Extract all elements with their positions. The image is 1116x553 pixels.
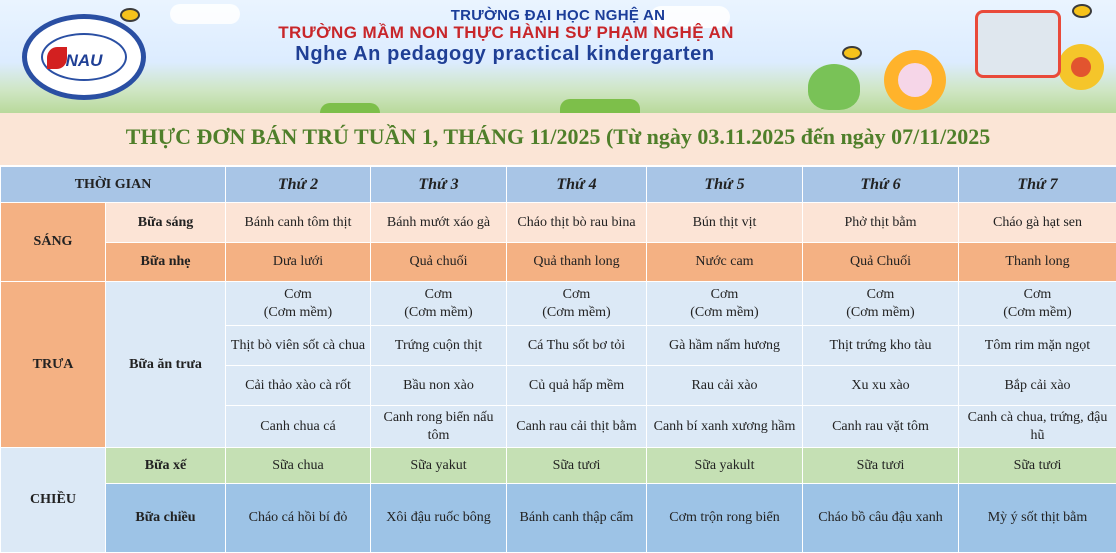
menu-cell: Cháo bồ câu đậu xanh (803, 484, 959, 553)
day-header: Thứ 5 (647, 167, 803, 203)
meal-label: Bữa chiều (106, 484, 226, 553)
lunch-rice-row (1, 282, 1116, 326)
menu-cell: Canh rau cải thịt bằm (507, 406, 647, 448)
menu-cell: Thịt bò viên sốt cà chua (226, 326, 371, 366)
school-name: TRƯỜNG MẦM NON THỰC HÀNH SƯ PHẠM NGHỆ AN (0, 23, 1012, 43)
breakfast-row (1, 203, 1116, 243)
menu-cell: Xu xu xào (803, 366, 959, 406)
menu-cell: Cá Thu sốt bơ tỏi (507, 326, 647, 366)
logo-text: NAU (27, 51, 141, 71)
menu-cell: Cháo gà hạt sen (959, 203, 1116, 243)
soft-rice-text: (Cơm mềm) (961, 304, 1114, 322)
day-header: Thứ 2 (226, 167, 371, 203)
day-header: Thứ 6 (803, 167, 959, 203)
menu-cell (507, 282, 647, 326)
day-header: Thứ 4 (507, 167, 647, 203)
meal-label: Bữa sáng (106, 203, 226, 243)
menu-cell: Cải thảo xào cà rốt (226, 366, 371, 406)
menu-cell: Quả thanh long (507, 243, 647, 282)
rice-text: Cơm (373, 286, 504, 304)
soft-rice-text: (Cơm mềm) (373, 304, 504, 322)
menu-cell: Canh chua cá (226, 406, 371, 448)
flower-illustration (1058, 44, 1104, 90)
menu-cell: Sữa yakut (371, 448, 507, 484)
menu-cell: Phở thịt bằm (803, 203, 959, 243)
menu-cell: Cơm trộn rong biển (647, 484, 803, 553)
menu-cell: Bún thịt vịt (647, 203, 803, 243)
section-label-noon: TRƯA (1, 282, 106, 448)
soft-rice-text: (Cơm mềm) (649, 304, 800, 322)
rice-text: Cơm (649, 286, 800, 304)
menu-cell: Gà hầm nấm hương (647, 326, 803, 366)
menu-cell: Tôm rim mặn ngọt (959, 326, 1116, 366)
grass-decoration (320, 103, 380, 113)
menu-cell (803, 282, 959, 326)
menu-cell: Sữa chua (226, 448, 371, 484)
menu-cell: Xôi đậu ruốc bông (371, 484, 507, 553)
menu-cell: Sữa tươi (507, 448, 647, 484)
menu-cell: Củ quả hấp mềm (507, 366, 647, 406)
menu-title: THỰC ĐƠN BÁN TRÚ TUẦN 1, THÁNG 11/2025 (Từ ngày 03.11.2025 đến ngày 07/11/2025 (0, 124, 1116, 150)
menu-cell: Canh bí xanh xương hầm (647, 406, 803, 448)
time-header: THỜI GIAN (1, 167, 226, 203)
snack-row (1, 243, 1116, 282)
menu-cell: Sữa tươi (803, 448, 959, 484)
menu-cell: Thanh long (959, 243, 1116, 282)
menu-cell: Rau cải xào (647, 366, 803, 406)
flower-illustration (884, 50, 946, 110)
menu-cell: Sữa tươi (959, 448, 1116, 484)
soft-rice-text: (Cơm mềm) (805, 304, 956, 322)
menu-cell: Cháo thịt bò rau bina (507, 203, 647, 243)
menu-cell: Cháo cá hồi bí đỏ (226, 484, 371, 553)
section-label-afternoon: CHIỀU (1, 448, 106, 553)
meal-label: Bữa nhẹ (106, 243, 226, 282)
day-header: Thứ 7 (959, 167, 1116, 203)
menu-cell: Bánh canh thập cẩm (507, 484, 647, 553)
menu-cell: Quả Chuối (803, 243, 959, 282)
menu-cell: Trứng cuộn thịt (371, 326, 507, 366)
afternoon-snack-row (1, 448, 1116, 484)
dinosaur-illustration (808, 64, 860, 110)
school-banner (0, 0, 1116, 113)
menu-cell: Bầu non xào (371, 366, 507, 406)
school-name-english: Nghe An pedagogy practical kindergarten (0, 43, 1010, 66)
menu-cell: Mỳ ý sốt thịt bằm (959, 484, 1116, 553)
soft-rice-text: (Cơm mềm) (509, 304, 644, 322)
dinner-row (1, 484, 1116, 553)
menu-cell (371, 282, 507, 326)
header-row (1, 167, 1116, 203)
weekly-menu-table (0, 166, 1116, 553)
menu-cell: Quả chuối (371, 243, 507, 282)
menu-cell (226, 282, 371, 326)
section-label-morning: SÁNG (1, 203, 106, 282)
soft-rice-text: (Cơm mềm) (228, 304, 368, 322)
menu-cell: Nước cam (647, 243, 803, 282)
rice-text: Cơm (228, 286, 368, 304)
meal-label: Bữa xế (106, 448, 226, 484)
children-photo (975, 10, 1061, 78)
menu-cell: Bánh mướt xáo gà (371, 203, 507, 243)
day-header: Thứ 3 (371, 167, 507, 203)
menu-cell: Canh cà chua, trứng, đậu hũ (959, 406, 1116, 448)
meal-label: Bữa ăn trưa (106, 282, 226, 448)
grass-decoration (560, 99, 640, 113)
rice-text: Cơm (961, 286, 1114, 304)
menu-cell: Canh rau vặt tôm (803, 406, 959, 448)
menu-cell (647, 282, 803, 326)
menu-cell (959, 282, 1116, 326)
rice-text: Cơm (805, 286, 956, 304)
menu-cell: Canh rong biển nấu tôm (371, 406, 507, 448)
menu-cell: Bắp cải xào (959, 366, 1116, 406)
menu-cell: Thịt trứng kho tàu (803, 326, 959, 366)
rice-text: Cơm (509, 286, 644, 304)
university-name: TRƯỜNG ĐẠI HỌC NGHỆ AN (0, 7, 1116, 24)
menu-cell: Sữa yakult (647, 448, 803, 484)
menu-cell: Bánh canh tôm thịt (226, 203, 371, 243)
menu-cell: Dưa lưới (226, 243, 371, 282)
